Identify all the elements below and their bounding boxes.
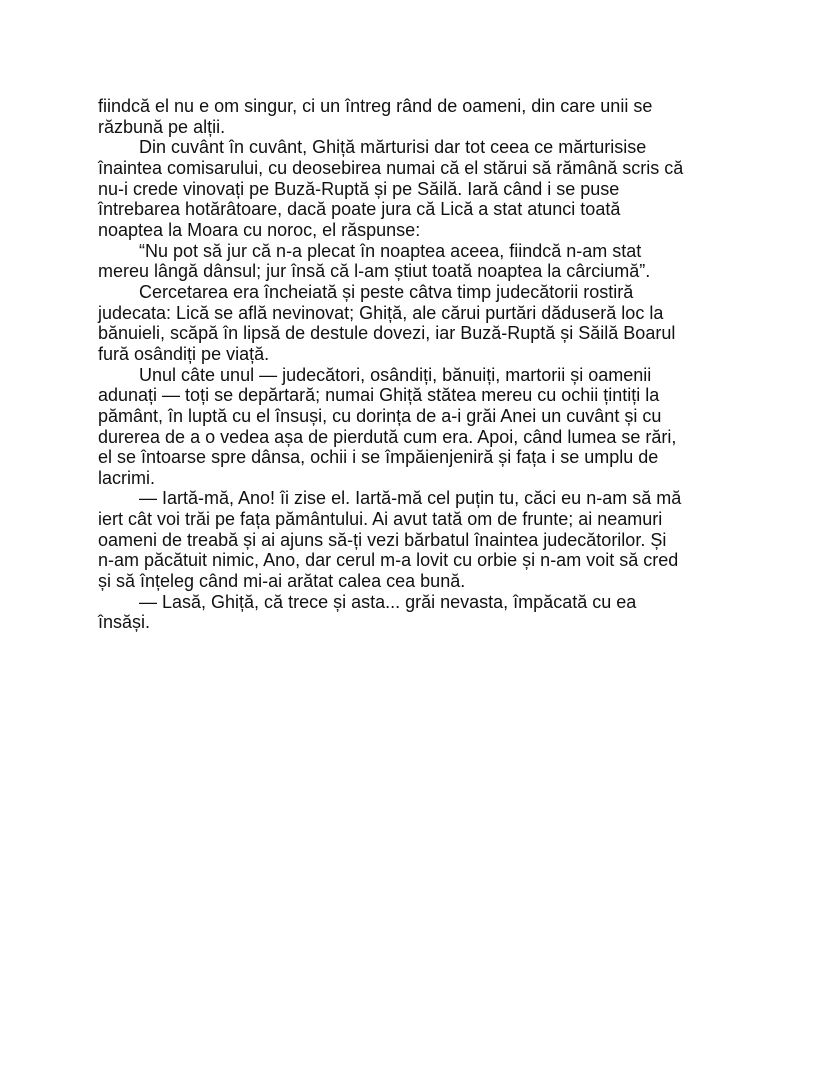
text-line: însăși. (98, 612, 151, 633)
text-line: Din cuvânt în cuvânt, Ghiță mărturisi dar tot ceea ce mărturisise (139, 137, 647, 158)
text-line: mereu lângă dânsul; jur însă că l-am știut toată noaptea la cârciumă”. (98, 261, 651, 282)
text-line: întrebarea hotărâtoare, dacă poate jura că Lică a stat atunci toată (98, 199, 621, 220)
text-line: lacrimi. (98, 467, 155, 488)
document-page (98, 96, 683, 633)
text-line: oameni de treabă și ai ajuns să-ți vezi bărbatul înaintea judecătorilor. Și (98, 529, 667, 550)
paragraph (98, 96, 683, 137)
text-line: răzbună pe alții. (98, 116, 226, 137)
text-line: adunați — toți se depărtară; numai Ghiță stătea mereu cu ochii țintiți la (98, 385, 660, 406)
text-line: nu-i crede vinovați pe Buză-Ruptă și pe Săilă. Iară când i se puse (98, 178, 620, 199)
text-line: fiindcă el nu e om singur, ci un întreg rând de oameni, din care unii se (98, 96, 653, 116)
paragraph (98, 137, 683, 240)
text-line: și să înțeleg când mi-ai arătat calea cea bună. (98, 571, 466, 592)
text-line: Unul câte unul — judecători, osândiți, bănuiți, martorii și oamenii (139, 364, 652, 385)
text-line: judecata: Lică se află nevinovat; Ghiță, ale cărui purtări dăduseră loc la (98, 302, 664, 323)
text-line: durerea de a o vedea așa de pierdută cum era. Apoi, când lumea se rări, (98, 426, 677, 447)
text-line: el se întoarse spre dânsa, ochii i se împăienjeniră și fața i se umplu de (98, 447, 659, 468)
paragraph (98, 365, 683, 489)
text-line: — Iartă-mă, Ano! îi zise el. Iartă-mă cel puțin tu, căci eu n-am să mă (139, 488, 682, 509)
text-line: iert cât voi trăi pe fața pământului. Ai avut tată om de frunte; ai neamuri (98, 509, 663, 530)
text-line: bănuieli, scăpă în lipsă de destule dovezi, iar Buză-Ruptă și Săilă Boarul (98, 323, 676, 344)
text-line: pământ, în luptă cu el însuși, cu dorința de a-i grăi Anei un cuvânt și cu (98, 405, 662, 426)
paragraph (98, 488, 683, 591)
paragraph (98, 592, 683, 633)
text-line: fură osândiți pe viață. (98, 343, 270, 364)
paragraph (98, 282, 683, 365)
text-line: înaintea comisarului, cu deosebirea numai că el stărui să rămână scris că (98, 157, 684, 178)
text-line: Cercetarea era încheiată și peste câtva timp judecătorii rostiră (139, 281, 634, 302)
paragraph (98, 241, 683, 282)
text-line: “Nu pot să jur că n-a plecat în noaptea aceea, fiindcă n-am stat (139, 240, 642, 261)
text-line: — Lasă, Ghiță, că trece și asta... grăi nevasta, împăcată cu ea (139, 591, 637, 612)
text-line: noaptea la Moara cu noroc, el răspunse: (98, 219, 421, 240)
text-line: n-am păcătuit nimic, Ano, dar cerul m-a lovit cu orbie și n-am voit să cred (98, 550, 679, 571)
